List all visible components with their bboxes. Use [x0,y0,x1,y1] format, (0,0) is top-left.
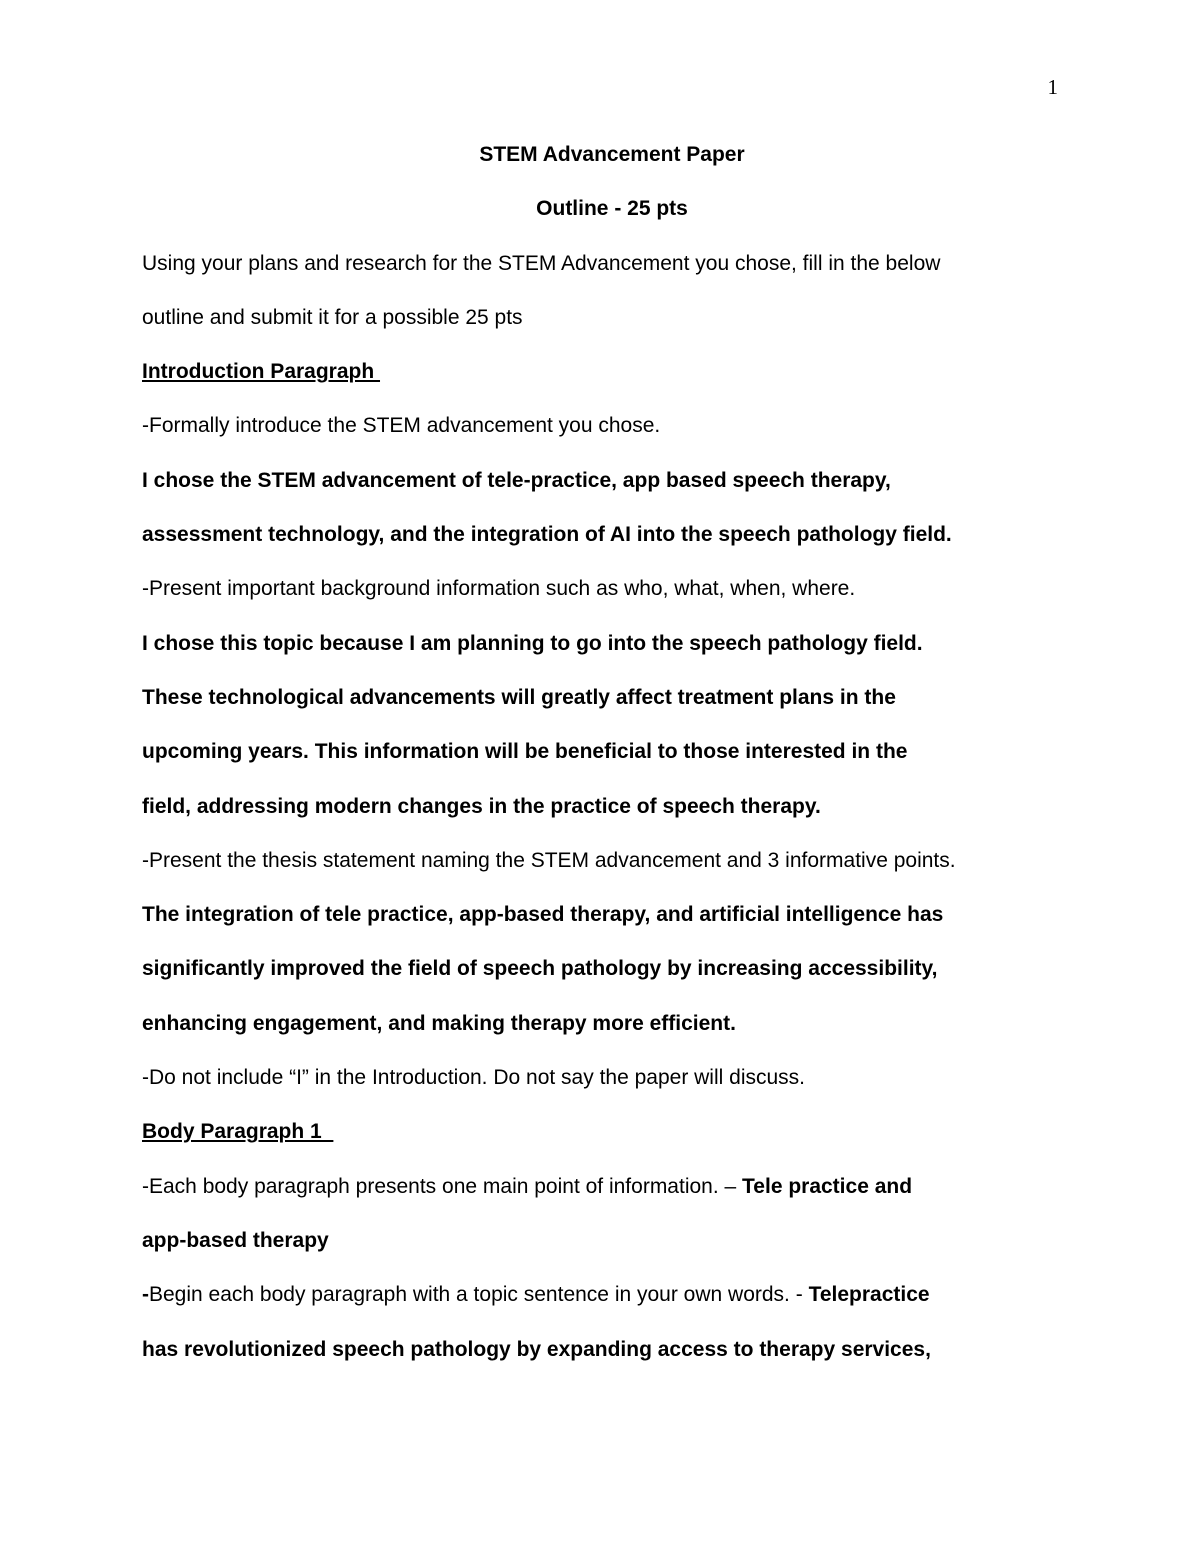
prompt-text: -Each body paragraph presents one main point of information. – [142,1174,743,1198]
instruction-line: outline and submit it for a possible 25 pts [142,305,523,329]
document-subtitle: Outline - 25 pts [536,197,688,221]
page-number: 1 [1047,75,1058,99]
answer-line: has revolutionized speech pathology by expanding access to therapy services, [142,1337,931,1361]
section-heading: Body Paragraph 1 [142,1120,334,1144]
answer-line: field, addressing modern changes in the practice of speech therapy. [142,794,821,818]
answer-line: The integration of tele practice, app-based therapy, and artificial intelligence has [142,903,944,927]
answer-line: enhancing engagement, and making therapy more efficient. [142,1011,736,1035]
prompt-dash: - [142,1283,149,1307]
document-body [142,128,1082,1377]
prompt-line [142,1160,1082,1214]
section-heading: Introduction Paragraph [142,360,381,384]
instruction-line: Using your plans and research for the STEM Advancement you chose, fill in the below [142,251,941,275]
answer-line: I chose this topic because I am planning to go into the speech pathology field. [142,631,923,655]
intro-heading-line [142,345,1082,399]
prompt-text: Begin each body paragraph with a topic sentence in your own words. - [149,1283,809,1307]
answer-line: upcoming years. This information will be beneficial to those interested in the [142,740,908,764]
prompt-line: -Present the thesis statement naming the STEM advancement and 3 informative points. [142,848,956,872]
document-title: STEM Advancement Paper [479,143,745,166]
prompt-line: -Present important background information such as who, what, when, where. [142,577,856,601]
answer-line: I chose the STEM advancement of tele-practice, app based speech therapy, [142,468,891,492]
answer-text: Tele practice and [742,1174,913,1198]
prompt-line: -Do not include “I” in the Introduction. Do not say the paper will discuss. [142,1066,805,1090]
answer-line: These technological advancements will greatly affect treatment plans in the [142,685,896,709]
answer-line: significantly improved the field of speech pathology by increasing accessibility, [142,957,938,981]
answer-text: Telepractice [808,1283,930,1307]
prompt-line [142,1268,1082,1322]
answer-line: assessment technology, and the integration of AI into the speech pathology field. [142,523,952,547]
body1-heading-line [142,1105,1082,1159]
prompt-line: -Formally introduce the STEM advancement you chose. [142,414,661,438]
answer-line: app-based therapy [142,1228,329,1252]
